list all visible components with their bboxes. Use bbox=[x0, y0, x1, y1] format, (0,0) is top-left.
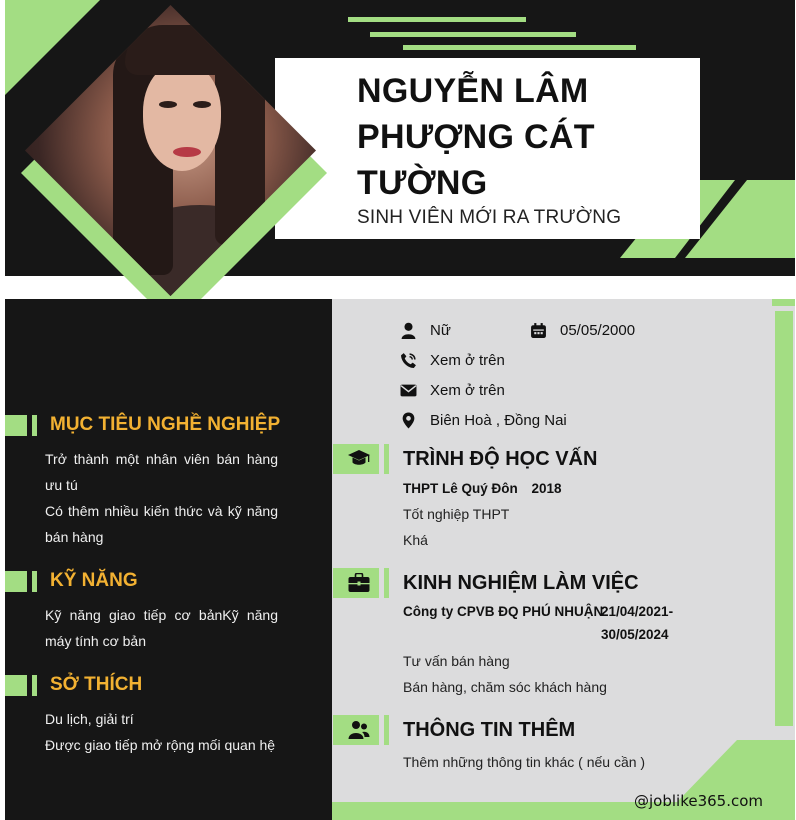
experience-company-row bbox=[403, 600, 603, 623]
address-value: Biên Hoà , Đồng Nai bbox=[430, 411, 567, 429]
education-line: Khá bbox=[403, 532, 428, 548]
experience-line: Bán hàng, chăm sóc khách hàng bbox=[403, 679, 607, 695]
birthday-value: 05/05/2000 bbox=[560, 321, 636, 339]
experience-line: Tư vấn bán hàng bbox=[403, 653, 510, 669]
education-school: THPT Lê Quý Đôn bbox=[403, 481, 518, 496]
section-marker bbox=[32, 571, 37, 592]
education-title: TRÌNH ĐỘ HỌC VẤN bbox=[403, 448, 598, 470]
hobbies-text bbox=[45, 706, 278, 758]
candidate-name bbox=[357, 68, 687, 206]
address-row bbox=[400, 409, 567, 431]
phone-icon bbox=[400, 352, 417, 369]
graduation-cap-icon bbox=[348, 449, 370, 469]
education-detail bbox=[403, 501, 509, 553]
objective-title: MỤC TIÊU NGHỀ NGHIỆP bbox=[50, 414, 281, 435]
skills-text bbox=[45, 602, 278, 654]
email-value: Xem ở trên bbox=[430, 381, 505, 399]
section-marker bbox=[384, 715, 389, 745]
skills-line: Kỹ năng giao tiếp cơ bảnKỹ năng máy tính cơ bản bbox=[45, 607, 278, 649]
objective-line: Trở thành một nhân viên bán hàng ưu tú bbox=[45, 451, 278, 493]
section-marker bbox=[5, 571, 27, 592]
skills-title: KỸ NĂNG bbox=[50, 570, 138, 591]
section-marker bbox=[32, 415, 37, 436]
period-line: 21/04/2021- bbox=[601, 604, 674, 619]
email-row bbox=[400, 379, 505, 401]
job-title: SINH VIÊN MỚI RA TRƯỜNG bbox=[357, 207, 622, 228]
section-marker bbox=[384, 568, 389, 598]
education-line: Tốt nghiệp THPT bbox=[403, 506, 510, 522]
name-line: NGUYỄN LÂM bbox=[357, 72, 589, 110]
calendar-icon bbox=[530, 322, 547, 339]
hobbies-line: Được giao tiếp mở rộng mối quan hệ bbox=[45, 737, 276, 753]
phone-value: Xem ở trên bbox=[430, 351, 505, 369]
section-marker bbox=[384, 444, 389, 474]
user-icon bbox=[400, 322, 417, 339]
objective-text bbox=[45, 446, 278, 550]
briefcase-icon bbox=[348, 573, 370, 593]
extra-info-detail: Thêm những thông tin khác ( nếu cần ) bbox=[403, 754, 646, 770]
experience-detail bbox=[403, 648, 607, 700]
envelope-icon bbox=[400, 382, 417, 399]
experience-period bbox=[601, 600, 673, 646]
education-school-row bbox=[403, 476, 562, 502]
period-line: 30/05/2024 bbox=[601, 627, 669, 642]
section-marker bbox=[32, 675, 37, 696]
education-year: 2018 bbox=[531, 481, 562, 496]
section-marker bbox=[5, 675, 27, 696]
watermark: @joblike365.com bbox=[634, 792, 764, 810]
experience-title: KINH NGHIỆM LÀM VIỆC bbox=[403, 572, 639, 594]
name-line: TƯỜNG bbox=[357, 164, 488, 202]
name-line: PHƯỢNG CÁT bbox=[357, 118, 595, 156]
gender-value: Nữ bbox=[430, 321, 451, 339]
extra-info-title: THÔNG TIN THÊM bbox=[403, 719, 576, 741]
experience-company: Công ty CPVB ĐQ PHÚ NHUẬN bbox=[403, 604, 604, 619]
gender-row bbox=[400, 319, 451, 341]
map-marker-icon bbox=[400, 412, 417, 429]
section-marker bbox=[5, 415, 27, 436]
users-icon bbox=[348, 720, 370, 740]
profile-photo bbox=[5, 0, 345, 330]
hobbies-line: Du lịch, giải trí bbox=[45, 711, 134, 727]
phone-row bbox=[400, 349, 505, 371]
hobbies-title: SỞ THÍCH bbox=[50, 674, 143, 695]
objective-line: Có thêm nhiều kiến thức và kỹ năng bán hàng bbox=[45, 503, 278, 545]
birthday-row bbox=[530, 319, 635, 341]
